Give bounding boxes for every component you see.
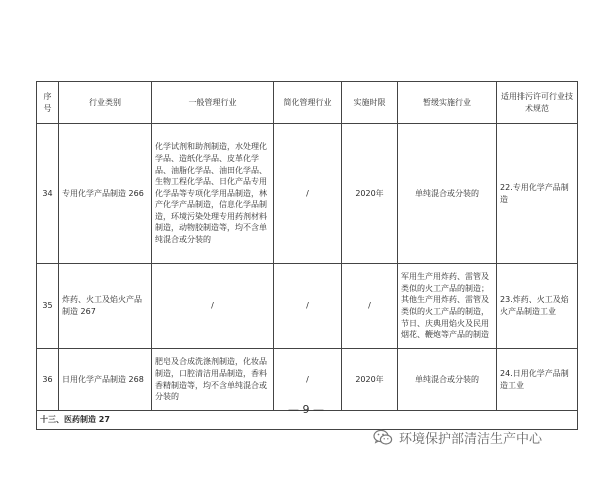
- table-row: [37, 349, 578, 411]
- cell-standard: 23.炸药、火工及焰火产品制造工业: [497, 264, 578, 349]
- cell-simplified: /: [274, 124, 342, 264]
- cell-category: 日用化学产品制造 268: [59, 349, 152, 411]
- cell-seq: 36: [37, 349, 59, 411]
- table-header-row: [37, 82, 578, 124]
- cell-category: 专用化学产品制造 266: [59, 124, 152, 264]
- cell-category: 炸药、火工及焰火产品制造 267: [59, 264, 152, 349]
- header-deferred: 暂缓实施行业: [398, 82, 497, 124]
- header-category: 行业类别: [59, 82, 152, 124]
- cell-seq: 34: [37, 124, 59, 264]
- header-general: 一般管理行业: [152, 82, 274, 124]
- cell-seq: 35: [37, 264, 59, 349]
- cell-standard: 24.日用化学产品制造工业: [497, 349, 578, 411]
- cell-simplified: /: [274, 349, 342, 411]
- page-number: — 9 —: [288, 403, 324, 416]
- cell-general: 化学试剂和助剂制造，水处理化学品、造纸化学品、皮革化学品、油脂化学品、油田化学品、生物工程化学品、日化产品专用化学品等专项化学用品制造，林产化学产品制造，信息化学品制造，环境污染处理专用药剂材料制造，动物胶制造等，均不含单纯混合或分装的: [152, 124, 274, 264]
- cell-deferred: 单纯混合或分装的: [398, 349, 497, 411]
- table-row: [37, 264, 578, 349]
- watermark-text: 环境保护部清洁生产中心: [399, 432, 543, 447]
- wechat-icon: [373, 429, 393, 446]
- cell-deadline: 2020年: [342, 124, 398, 264]
- section-title: 十三、医药制造 27: [37, 411, 578, 430]
- header-seq: 序号: [37, 82, 59, 124]
- cell-deferred: 军用生产用炸药、雷管及类似的火工产品的制造；其他生产用炸药、雷管及类似的火工产品的制造，节日、庆典用焰火及民用烟花、鞭炮等产品的制造: [398, 264, 497, 349]
- cell-deadline: /: [342, 264, 398, 349]
- cell-simplified: /: [274, 264, 342, 349]
- cell-deferred: 单纯混合或分装的: [398, 124, 497, 264]
- cell-standard: 22.专用化学产品制造: [497, 124, 578, 264]
- watermark: [373, 428, 542, 447]
- cell-deadline: 2020年: [342, 349, 398, 411]
- industry-table: [36, 81, 578, 430]
- cell-general: 肥皂及合成洗涤剂制造，化妆品制造，口腔清洁用品制造，香料香精制造等，均不含单纯混合或分装的: [152, 349, 274, 411]
- cell-general: /: [152, 264, 274, 349]
- header-deadline: 实施时限: [342, 82, 398, 124]
- table-row: [37, 124, 578, 264]
- header-simplified: 简化管理行业: [274, 82, 342, 124]
- header-standard: 适用排污许可行业技术规范: [497, 82, 578, 124]
